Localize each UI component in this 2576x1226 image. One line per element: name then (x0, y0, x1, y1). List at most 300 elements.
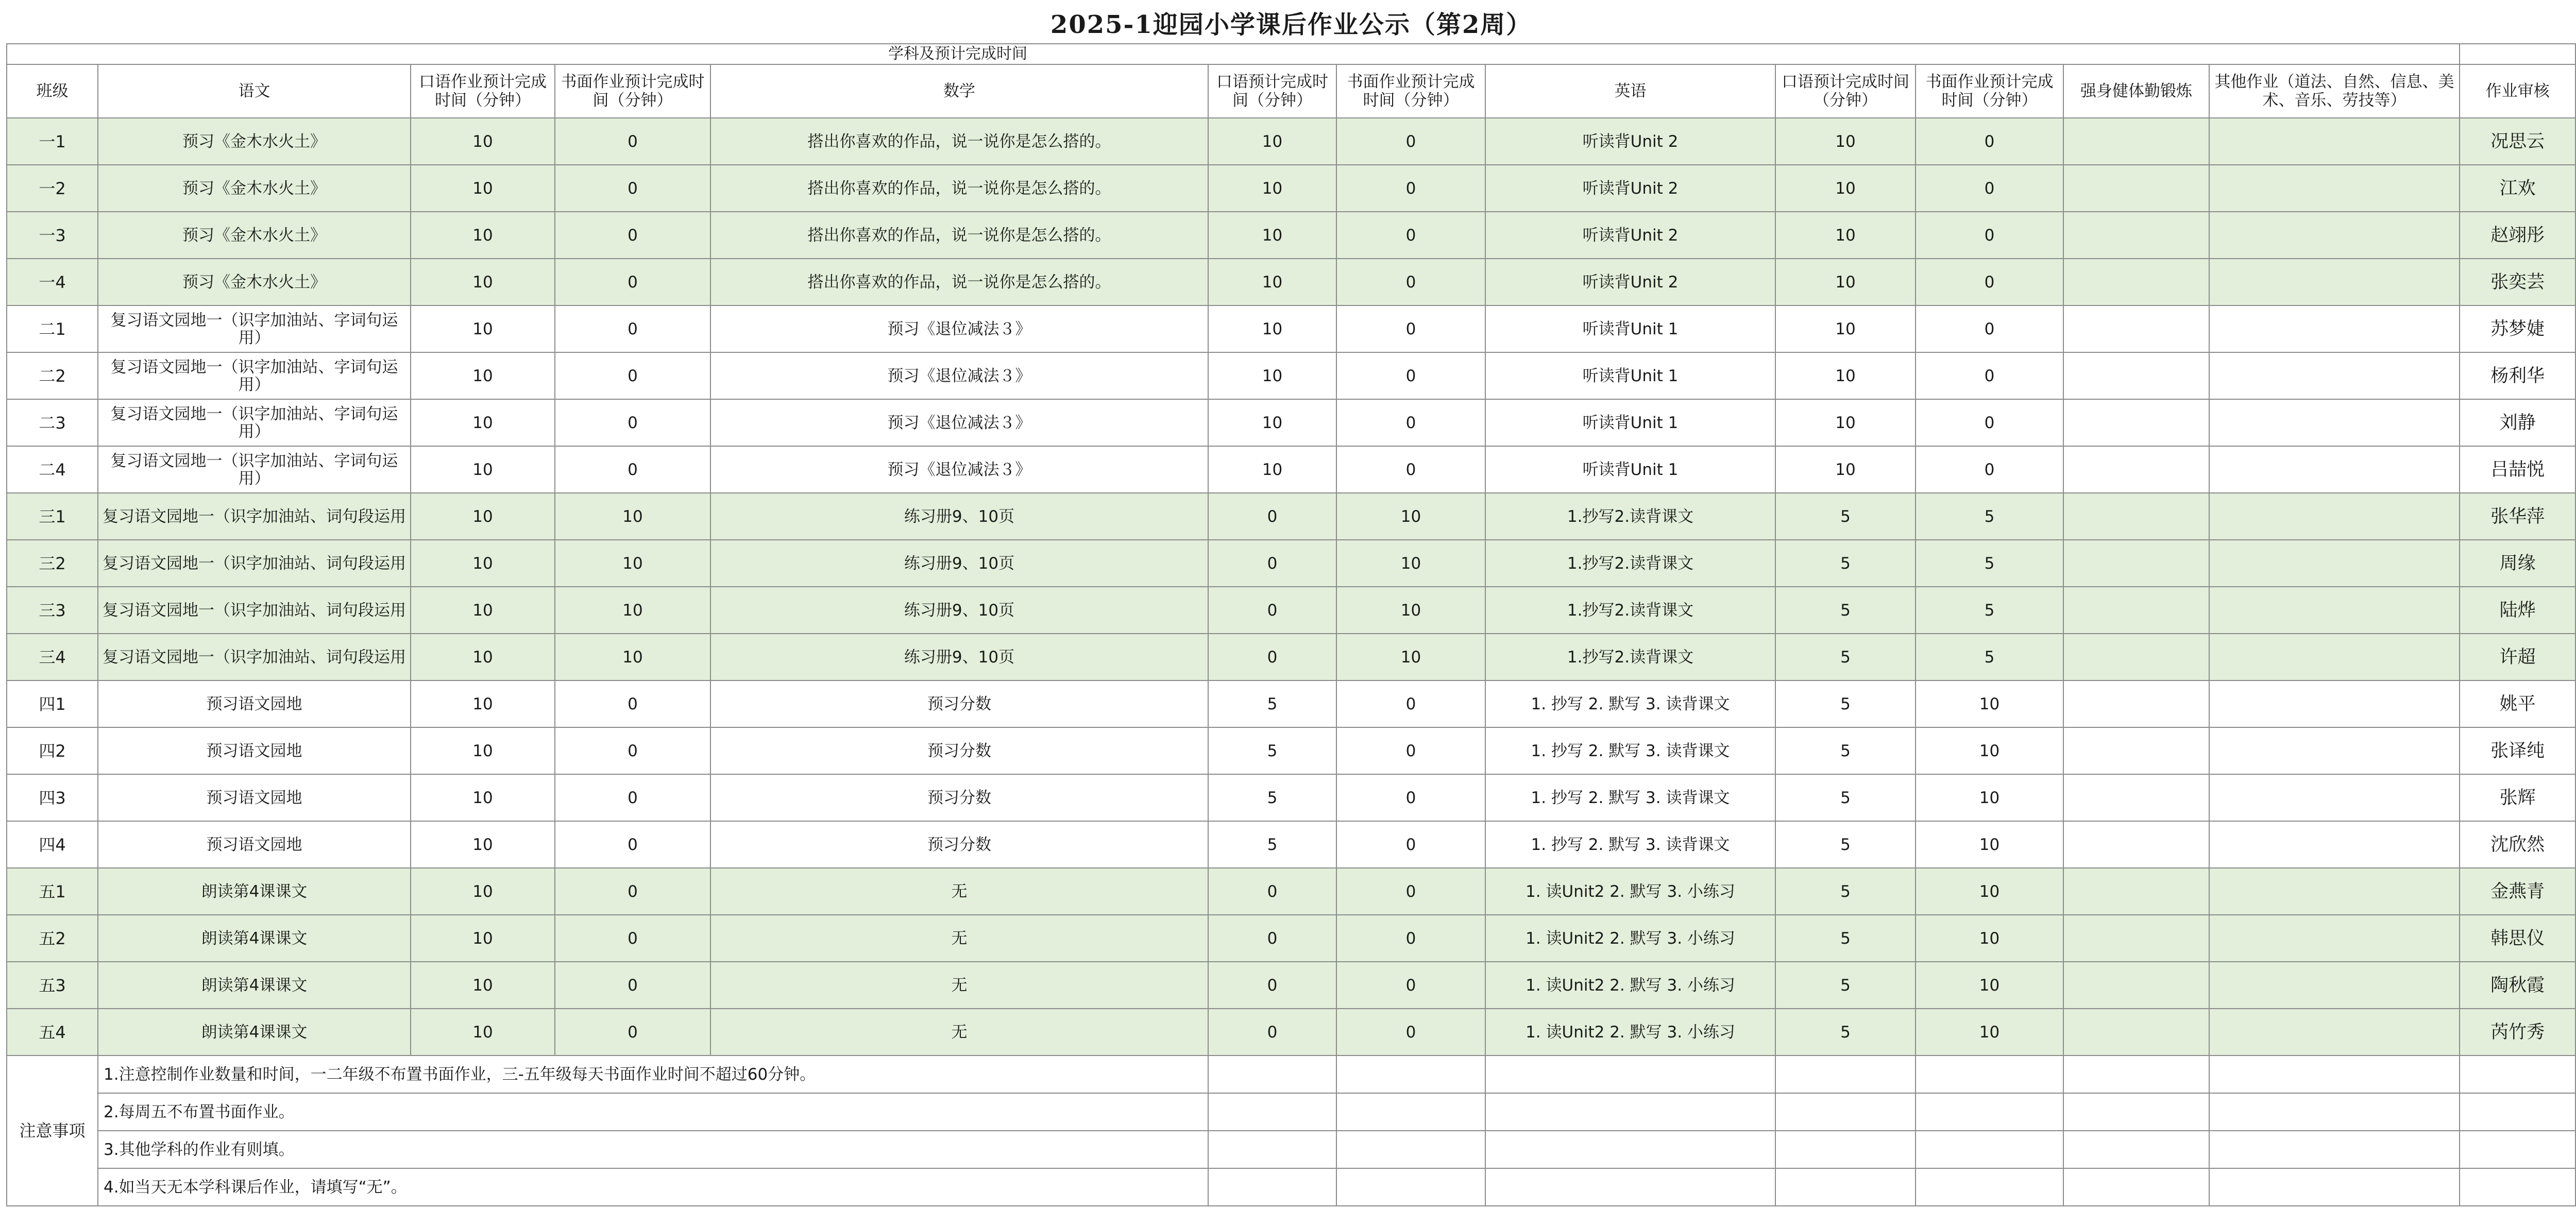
cell-math: 练习册9、10页 (710, 587, 1208, 634)
cell-class: 二2 (7, 352, 98, 399)
note-empty-cell (1916, 1168, 2063, 1206)
cell-math-oral-time: 0 (1208, 1009, 1336, 1055)
cell-class: 三1 (7, 493, 98, 540)
cell-chinese: 复习语文园地一（识字加油站、字词句运用） (98, 305, 411, 352)
notes-row (7, 1131, 2575, 1168)
cell-other (2209, 399, 2460, 446)
note-empty-cell (1916, 1055, 2063, 1093)
cell-class: 一4 (7, 259, 98, 305)
cell-english: 1. 抄写 2. 默写 3. 读背课文 (1485, 727, 1775, 774)
cell-english-oral-time: 5 (1775, 727, 1916, 774)
cell-pe (2063, 118, 2209, 165)
cell-other (2209, 634, 2460, 680)
cell-english: 1. 读Unit2 2. 默写 3. 小练习 (1485, 1009, 1775, 1055)
table-row (7, 1009, 2575, 1055)
cell-math-oral-time: 0 (1208, 634, 1336, 680)
cell-other (2209, 493, 2460, 540)
cell-math-written-time: 0 (1336, 868, 1485, 915)
cell-pe (2063, 727, 2209, 774)
cell-math-written-time: 0 (1336, 259, 1485, 305)
cell-math: 预习分数 (710, 774, 1208, 821)
cell-english: 听读背Unit 1 (1485, 305, 1775, 352)
cell-english-oral-time: 5 (1775, 634, 1916, 680)
cell-class: 二1 (7, 305, 98, 352)
cell-english-written-time: 10 (1916, 680, 2063, 727)
note-empty-cell (2209, 1131, 2460, 1168)
cell-chinese-oral-time: 10 (411, 212, 555, 259)
cell-chinese-written-time: 10 (555, 587, 710, 634)
cell-chinese: 复习语文园地一（识字加油站、词句段运用 (98, 634, 411, 680)
cell-chinese-written-time: 0 (555, 915, 710, 962)
note-empty-cell (1775, 1131, 1916, 1168)
cell-chinese: 复习语文园地一（识字加油站、字词句运用） (98, 399, 411, 446)
cell-math-oral-time: 10 (1208, 165, 1336, 212)
cell-class: 五2 (7, 915, 98, 962)
cell-chinese-oral-time: 10 (411, 352, 555, 399)
note-empty-cell (1336, 1131, 1485, 1168)
cell-chinese-oral-time: 10 (411, 915, 555, 962)
cell-math: 预习《退位减法３》 (710, 305, 1208, 352)
note-empty-cell (1336, 1168, 1485, 1206)
cell-english-written-time: 0 (1916, 118, 2063, 165)
homework-table (6, 6, 2576, 1206)
cell-math: 预习分数 (710, 727, 1208, 774)
note-empty-cell (2209, 1168, 2460, 1206)
cell-english: 1.抄写2.读背课文 (1485, 634, 1775, 680)
cell-reviewer: 张华萍 (2460, 493, 2575, 540)
cell-english-oral-time: 5 (1775, 821, 1916, 868)
cell-chinese-oral-time: 10 (411, 446, 555, 493)
cell-english-oral-time: 10 (1775, 118, 1916, 165)
note-empty-cell (1775, 1168, 1916, 1206)
table-row (7, 540, 2575, 587)
cell-math: 预习《退位减法３》 (710, 446, 1208, 493)
cell-reviewer: 赵翊彤 (2460, 212, 2575, 259)
cell-math: 搭出你喜欢的作品，说一说你是怎么搭的。 (710, 259, 1208, 305)
subtitle-empty-cell (2460, 44, 2575, 64)
cell-english-written-time: 0 (1916, 259, 2063, 305)
cell-chinese-written-time: 10 (555, 634, 710, 680)
table-row (7, 727, 2575, 774)
note-empty-cell (1775, 1055, 1916, 1093)
cell-pe (2063, 493, 2209, 540)
cell-english-oral-time: 5 (1775, 493, 1916, 540)
cell-chinese-oral-time: 10 (411, 587, 555, 634)
cell-reviewer: 金燕青 (2460, 868, 2575, 915)
note-text: 1.注意控制作业数量和时间，一二年级不布置书面作业，三-五年级每天书面作业时间不超过60分钟。 (98, 1055, 1208, 1093)
cell-english-oral-time: 5 (1775, 774, 1916, 821)
cell-math-oral-time: 10 (1208, 118, 1336, 165)
cell-chinese-oral-time: 10 (411, 634, 555, 680)
cell-english-oral-time: 5 (1775, 868, 1916, 915)
cell-english-written-time: 5 (1916, 587, 2063, 634)
cell-reviewer: 况思云 (2460, 118, 2575, 165)
cell-english-written-time: 0 (1916, 165, 2063, 212)
cell-english: 听读背Unit 1 (1485, 446, 1775, 493)
cell-english: 听读背Unit 2 (1485, 259, 1775, 305)
cell-english: 1. 抄写 2. 默写 3. 读背课文 (1485, 680, 1775, 727)
cell-english: 听读背Unit 1 (1485, 352, 1775, 399)
cell-english-oral-time: 10 (1775, 446, 1916, 493)
cell-reviewer: 刘静 (2460, 399, 2575, 446)
cell-math-oral-time: 0 (1208, 915, 1336, 962)
header-other: 其他作业（道法、自然、信息、美术、音乐、劳技等） (2209, 64, 2460, 118)
cell-english-written-time: 0 (1916, 212, 2063, 259)
cell-math: 搭出你喜欢的作品，说一说你是怎么搭的。 (710, 212, 1208, 259)
cell-math-oral-time: 10 (1208, 352, 1336, 399)
table-row (7, 446, 2575, 493)
cell-english-written-time: 0 (1916, 399, 2063, 446)
cell-math: 预习分数 (710, 680, 1208, 727)
cell-chinese-oral-time: 10 (411, 493, 555, 540)
cell-english-oral-time: 5 (1775, 587, 1916, 634)
cell-reviewer: 张译纯 (2460, 727, 2575, 774)
note-empty-cell (1208, 1168, 1336, 1206)
cell-math-oral-time: 5 (1208, 821, 1336, 868)
cell-english: 1.抄写2.读背课文 (1485, 540, 1775, 587)
cell-math-written-time: 0 (1336, 774, 1485, 821)
cell-math-written-time: 0 (1336, 165, 1485, 212)
cell-pe (2063, 352, 2209, 399)
cell-pe (2063, 680, 2209, 727)
cell-other (2209, 352, 2460, 399)
cell-pe (2063, 821, 2209, 868)
cell-chinese: 预习语文园地 (98, 821, 411, 868)
note-empty-cell (1208, 1055, 1336, 1093)
cell-chinese-oral-time: 10 (411, 399, 555, 446)
cell-class: 二3 (7, 399, 98, 446)
cell-chinese-written-time: 0 (555, 399, 710, 446)
cell-chinese: 复习语文园地一（识字加油站、词句段运用 (98, 493, 411, 540)
cell-chinese-written-time: 0 (555, 962, 710, 1009)
page-title: 2025-1迎园小学课后作业公示（第2周） (7, 6, 2575, 44)
cell-english-written-time: 0 (1916, 446, 2063, 493)
table-row (7, 680, 2575, 727)
subtitle: 学科及预计完成时间 (7, 44, 2460, 64)
cell-math: 练习册9、10页 (710, 493, 1208, 540)
cell-class: 一1 (7, 118, 98, 165)
cell-chinese-written-time: 0 (555, 212, 710, 259)
note-empty-cell (2209, 1093, 2460, 1131)
cell-english-written-time: 10 (1916, 1009, 2063, 1055)
cell-chinese-written-time: 0 (555, 680, 710, 727)
cell-math-written-time: 0 (1336, 1009, 1485, 1055)
cell-pe (2063, 259, 2209, 305)
cell-other (2209, 868, 2460, 915)
cell-chinese: 预习《金木水火土》 (98, 118, 411, 165)
cell-math-written-time: 0 (1336, 446, 1485, 493)
note-empty-cell (2460, 1168, 2575, 1206)
cell-english-oral-time: 10 (1775, 212, 1916, 259)
cell-chinese: 预习《金木水火土》 (98, 165, 411, 212)
header-chinese-written-time: 书面作业预计完成时间（分钟） (555, 64, 710, 118)
cell-english: 听读背Unit 2 (1485, 165, 1775, 212)
cell-english: 1. 抄写 2. 默写 3. 读背课文 (1485, 774, 1775, 821)
cell-chinese-written-time: 0 (555, 868, 710, 915)
cell-reviewer: 江欢 (2460, 165, 2575, 212)
cell-english-written-time: 10 (1916, 915, 2063, 962)
cell-chinese: 复习语文园地一（识字加油站、词句段运用 (98, 540, 411, 587)
note-empty-cell (2209, 1055, 2460, 1093)
cell-english-written-time: 10 (1916, 774, 2063, 821)
cell-reviewer: 张辉 (2460, 774, 2575, 821)
cell-math-written-time: 0 (1336, 118, 1485, 165)
cell-math-written-time: 0 (1336, 680, 1485, 727)
cell-english-oral-time: 10 (1775, 305, 1916, 352)
header-math: 数学 (710, 64, 1208, 118)
note-text: 2.每周五不布置书面作业。 (98, 1093, 1208, 1131)
cell-math: 搭出你喜欢的作品，说一说你是怎么搭的。 (710, 118, 1208, 165)
cell-pe (2063, 634, 2209, 680)
cell-math-oral-time: 10 (1208, 212, 1336, 259)
cell-other (2209, 118, 2460, 165)
cell-pe (2063, 165, 2209, 212)
cell-math-oral-time: 10 (1208, 399, 1336, 446)
cell-pe (2063, 868, 2209, 915)
cell-math-written-time: 0 (1336, 962, 1485, 1009)
note-empty-cell (1208, 1131, 1336, 1168)
cell-english-oral-time: 10 (1775, 399, 1916, 446)
header-math-oral-time: 口语预计完成时间（分钟） (1208, 64, 1336, 118)
table-row (7, 587, 2575, 634)
cell-chinese: 预习语文园地 (98, 680, 411, 727)
cell-chinese: 预习语文园地 (98, 727, 411, 774)
cell-english: 1. 抄写 2. 默写 3. 读背课文 (1485, 821, 1775, 868)
cell-other (2209, 727, 2460, 774)
table-row (7, 165, 2575, 212)
cell-chinese: 复习语文园地一（识字加油站、词句段运用 (98, 587, 411, 634)
header-math-written-time: 书面作业预计完成时间（分钟） (1336, 64, 1485, 118)
cell-math-oral-time: 10 (1208, 305, 1336, 352)
cell-english-oral-time: 5 (1775, 962, 1916, 1009)
cell-math-written-time: 10 (1336, 634, 1485, 680)
cell-math-written-time: 10 (1336, 493, 1485, 540)
cell-pe (2063, 446, 2209, 493)
cell-class: 二4 (7, 446, 98, 493)
cell-class: 一3 (7, 212, 98, 259)
cell-reviewer: 苏梦婕 (2460, 305, 2575, 352)
cell-math-oral-time: 0 (1208, 962, 1336, 1009)
cell-other (2209, 259, 2460, 305)
cell-chinese: 预习《金木水火土》 (98, 259, 411, 305)
cell-chinese-oral-time: 10 (411, 774, 555, 821)
cell-pe (2063, 962, 2209, 1009)
header-pe: 强身健体勤锻炼 (2063, 64, 2209, 118)
cell-other (2209, 587, 2460, 634)
cell-reviewer: 周缘 (2460, 540, 2575, 587)
note-empty-cell (2460, 1131, 2575, 1168)
cell-reviewer: 张奕芸 (2460, 259, 2575, 305)
table-row (7, 399, 2575, 446)
cell-chinese-written-time: 0 (555, 305, 710, 352)
cell-pe (2063, 540, 2209, 587)
cell-english-oral-time: 5 (1775, 1009, 1916, 1055)
note-empty-cell (1336, 1055, 1485, 1093)
cell-class: 五4 (7, 1009, 98, 1055)
table-row (7, 352, 2575, 399)
cell-class: 四4 (7, 821, 98, 868)
cell-class: 五1 (7, 868, 98, 915)
cell-english: 1.抄写2.读背课文 (1485, 493, 1775, 540)
cell-english-oral-time: 5 (1775, 540, 1916, 587)
cell-chinese: 朗读第4课课文 (98, 915, 411, 962)
cell-chinese-oral-time: 10 (411, 868, 555, 915)
header-review: 作业审核 (2460, 64, 2575, 118)
table-row (7, 774, 2575, 821)
cell-other (2209, 915, 2460, 962)
cell-other (2209, 212, 2460, 259)
cell-english-written-time: 10 (1916, 727, 2063, 774)
cell-math-oral-time: 0 (1208, 540, 1336, 587)
note-empty-cell (2460, 1093, 2575, 1131)
cell-class: 三4 (7, 634, 98, 680)
cell-other (2209, 962, 2460, 1009)
table-row (7, 118, 2575, 165)
header-chinese-oral-time: 口语作业预计完成时间（分钟） (411, 64, 555, 118)
cell-english: 1. 读Unit2 2. 默写 3. 小练习 (1485, 868, 1775, 915)
cell-chinese-written-time: 10 (555, 540, 710, 587)
cell-math: 预习《退位减法３》 (710, 399, 1208, 446)
note-text: 3.其他学科的作业有则填。 (98, 1131, 1208, 1168)
cell-class: 一2 (7, 165, 98, 212)
cell-english: 1. 读Unit2 2. 默写 3. 小练习 (1485, 962, 1775, 1009)
cell-reviewer: 芮竹秀 (2460, 1009, 2575, 1055)
cell-class: 三3 (7, 587, 98, 634)
cell-chinese-written-time: 0 (555, 446, 710, 493)
note-empty-cell (1485, 1168, 1775, 1206)
cell-math: 练习册9、10页 (710, 634, 1208, 680)
cell-other (2209, 305, 2460, 352)
cell-math-written-time: 0 (1336, 399, 1485, 446)
cell-math-written-time: 0 (1336, 727, 1485, 774)
table-row (7, 962, 2575, 1009)
cell-chinese-oral-time: 10 (411, 540, 555, 587)
cell-chinese-written-time: 0 (555, 774, 710, 821)
cell-math: 无 (710, 1009, 1208, 1055)
cell-other (2209, 540, 2460, 587)
cell-chinese-oral-time: 10 (411, 680, 555, 727)
cell-math-written-time: 0 (1336, 305, 1485, 352)
header-english-oral-time: 口语预计完成时间（分钟） (1775, 64, 1916, 118)
table-row (7, 493, 2575, 540)
cell-pe (2063, 1009, 2209, 1055)
cell-chinese: 复习语文园地一（识字加油站、字词句运用） (98, 446, 411, 493)
cell-other (2209, 1009, 2460, 1055)
table-row (7, 259, 2575, 305)
homework-sheet (6, 6, 2575, 1206)
note-empty-cell (2460, 1055, 2575, 1093)
cell-class: 四2 (7, 727, 98, 774)
cell-reviewer: 吕喆悦 (2460, 446, 2575, 493)
cell-reviewer: 姚平 (2460, 680, 2575, 727)
cell-english-written-time: 5 (1916, 493, 2063, 540)
cell-english: 1.抄写2.读背课文 (1485, 587, 1775, 634)
cell-math: 无 (710, 915, 1208, 962)
note-empty-cell (1485, 1131, 1775, 1168)
cell-math-oral-time: 5 (1208, 727, 1336, 774)
cell-chinese: 朗读第4课课文 (98, 962, 411, 1009)
cell-chinese-oral-time: 10 (411, 962, 555, 1009)
note-empty-cell (2063, 1131, 2209, 1168)
cell-english: 听读背Unit 2 (1485, 118, 1775, 165)
notes-row (7, 1168, 2575, 1206)
notes-label: 注意事项 (7, 1055, 98, 1206)
cell-reviewer: 沈欣然 (2460, 821, 2575, 868)
cell-pe (2063, 305, 2209, 352)
cell-chinese-oral-time: 10 (411, 1009, 555, 1055)
cell-reviewer: 韩思仪 (2460, 915, 2575, 962)
cell-pe (2063, 774, 2209, 821)
table-row (7, 212, 2575, 259)
cell-chinese-oral-time: 10 (411, 305, 555, 352)
cell-math-written-time: 0 (1336, 212, 1485, 259)
cell-chinese-oral-time: 10 (411, 118, 555, 165)
cell-math: 练习册9、10页 (710, 540, 1208, 587)
cell-english-oral-time: 5 (1775, 915, 1916, 962)
cell-chinese: 预习语文园地 (98, 774, 411, 821)
cell-reviewer: 许超 (2460, 634, 2575, 680)
cell-chinese-written-time: 0 (555, 165, 710, 212)
cell-math-oral-time: 5 (1208, 774, 1336, 821)
note-empty-cell (2063, 1093, 2209, 1131)
cell-chinese-oral-time: 10 (411, 259, 555, 305)
cell-chinese-written-time: 0 (555, 118, 710, 165)
cell-other (2209, 165, 2460, 212)
cell-math-oral-time: 5 (1208, 680, 1336, 727)
cell-pe (2063, 212, 2209, 259)
cell-math-oral-time: 0 (1208, 493, 1336, 540)
header-class: 班级 (7, 64, 98, 118)
note-empty-cell (2063, 1168, 2209, 1206)
table-row (7, 915, 2575, 962)
cell-chinese-written-time: 0 (555, 259, 710, 305)
note-empty-cell (1485, 1055, 1775, 1093)
cell-chinese: 预习《金木水火土》 (98, 212, 411, 259)
cell-math: 搭出你喜欢的作品，说一说你是怎么搭的。 (710, 165, 1208, 212)
header-english: 英语 (1485, 64, 1775, 118)
cell-chinese: 朗读第4课课文 (98, 1009, 411, 1055)
note-empty-cell (1485, 1093, 1775, 1131)
cell-chinese-oral-time: 10 (411, 727, 555, 774)
note-text: 4.如当天无本学科课后作业，请填写“无”。 (98, 1168, 1208, 1206)
note-empty-cell (1208, 1093, 1336, 1131)
cell-english-written-time: 10 (1916, 868, 2063, 915)
table-row (7, 868, 2575, 915)
cell-chinese-written-time: 10 (555, 493, 710, 540)
cell-pe (2063, 587, 2209, 634)
cell-math-written-time: 0 (1336, 915, 1485, 962)
cell-chinese-written-time: 0 (555, 727, 710, 774)
cell-math-written-time: 0 (1336, 821, 1485, 868)
cell-english: 听读背Unit 1 (1485, 399, 1775, 446)
cell-reviewer: 陶秋霞 (2460, 962, 2575, 1009)
note-empty-cell (2063, 1055, 2209, 1093)
cell-pe (2063, 399, 2209, 446)
cell-english-written-time: 10 (1916, 962, 2063, 1009)
cell-math-oral-time: 10 (1208, 446, 1336, 493)
cell-english: 听读背Unit 2 (1485, 212, 1775, 259)
notes-row (7, 1093, 2575, 1131)
cell-other (2209, 446, 2460, 493)
cell-math-oral-time: 0 (1208, 587, 1336, 634)
cell-math: 预习《退位减法３》 (710, 352, 1208, 399)
cell-math: 无 (710, 962, 1208, 1009)
cell-english-written-time: 10 (1916, 821, 2063, 868)
cell-math-oral-time: 0 (1208, 868, 1336, 915)
cell-math-written-time: 10 (1336, 540, 1485, 587)
notes-row (7, 1055, 2575, 1093)
cell-chinese-written-time: 0 (555, 821, 710, 868)
